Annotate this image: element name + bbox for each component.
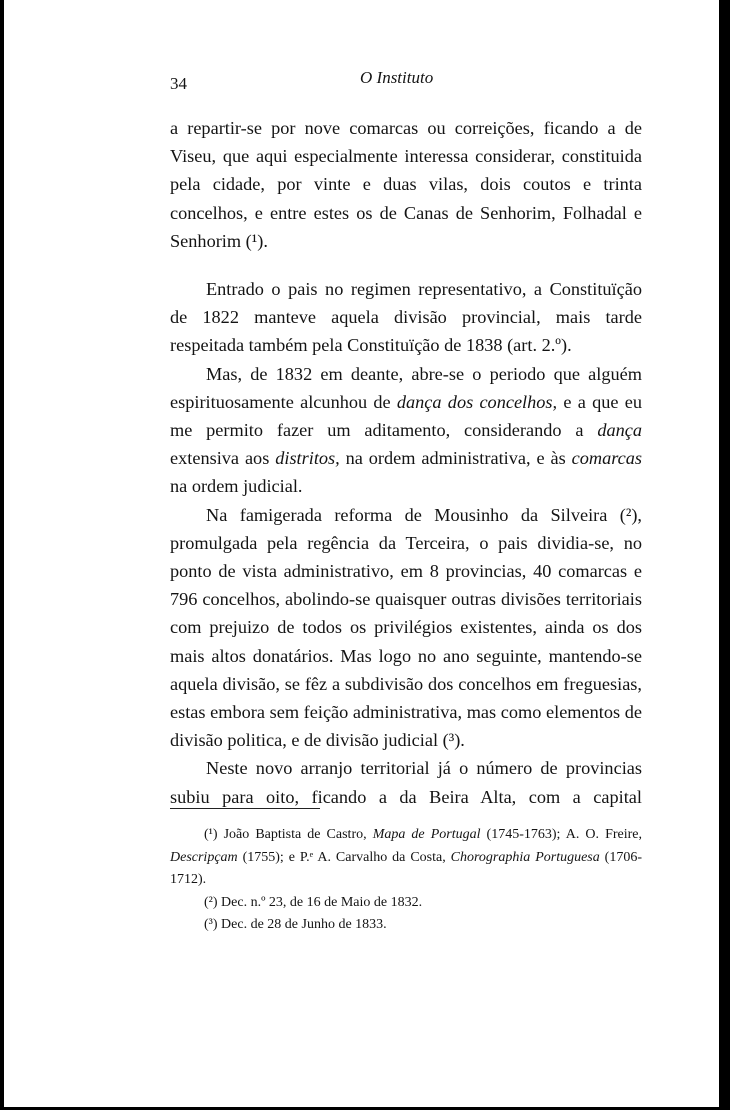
paragraph-3 xyxy=(170,360,642,501)
footnote-text: (1745-1763); A. O. Freire, xyxy=(480,827,643,842)
footnote-marker: (¹) xyxy=(204,827,218,842)
footnote-text: Dec. de 28 de Junho de 1833. xyxy=(217,917,387,932)
footnote-rule xyxy=(170,808,320,809)
paragraph-3-text: na ordem administrativa, e às xyxy=(339,448,572,469)
paragraph-2: Entrado o pais no regimen representativo, a Constituïção de 1822 manteve aquela divisão provincial, mais tarde respeitada também pela Constituïção de 1838 (art. 2.º). xyxy=(170,279,642,356)
scan-border-left xyxy=(0,0,4,1110)
footnotes xyxy=(170,824,642,937)
paragraph-3-italic: comarcas xyxy=(571,448,643,469)
running-head xyxy=(170,66,642,104)
footnote-1 xyxy=(170,824,642,892)
paragraph-3-text: Mas, de 1832 em deante, abre-se o periodo que alguém espirituosamente alcunhou de xyxy=(170,363,642,412)
scan-border-right xyxy=(719,0,730,1110)
paragraph-3-italic: dança dos concelhos, xyxy=(396,391,558,412)
footnote-title: Descripçam xyxy=(170,849,238,865)
paragraph-3-italic: distritos, xyxy=(275,448,340,469)
page-number: 34 xyxy=(170,74,187,93)
footnote-text: (1755); e P.ᵉ A. Carvalho da Costa, xyxy=(237,849,451,865)
footnote-text: João Baptista de Castro, xyxy=(217,827,373,842)
footnote-title: Mapa de Portugal xyxy=(372,827,481,842)
paragraph-4: Na famigerada reforma de Mousinho da Silveira (²), promulgada pela regência da Terceira, o pais dividia-se, no ponto de vista administrativo, em 8 provincias, 40 comarcas e 796 concelhos, abolindo-se quaisquer outras divisões territoriais com prejuizo de todos os privilégios existentes, ainda os dos mais altos donatários. Mas logo no ano seguinte, mantendo-se aquela divisão, se fêz a subdivisão dos concelhos em freguesias, estas embora sem feição administrativa, mas como elementos de divisão politica, e de divisão judicial (³). xyxy=(170,504,642,751)
text-block xyxy=(170,66,643,932)
paragraph-3-text: extensiva aos xyxy=(170,448,276,469)
footnote-marker: (³) xyxy=(204,917,218,932)
footnote-marker: (²) xyxy=(204,894,218,910)
footnote-text: (1706-1712). xyxy=(170,849,643,887)
paragraph-3-text: na ordem judicial. xyxy=(170,476,303,497)
footnote-text: Dec. n.º 23, de 16 de Maio de 1832. xyxy=(217,894,423,910)
body-text xyxy=(170,114,642,811)
running-title: O Instituto xyxy=(360,68,434,87)
paragraph-1: a repartir-se por nove comarcas ou correições, ficando a de Viseu, que aqui especialmente interessa considerar, constituida pela cidade, por vinte e duas vilas, dois coutos e trinta concelhos, e entre estes os de Canas de Senhorim, Folhadal e Senhorim (¹). xyxy=(170,118,642,251)
paragraph-3-italic: dança xyxy=(597,420,642,441)
footnote-2 xyxy=(170,892,642,915)
paragraph-3-text: e a que eu me permito fazer um aditamento, considerando a xyxy=(170,391,642,441)
paragraph-5: Neste novo arranjo territorial já o número de provincias subiu para oito, ficando a da Beira Alta, com a capital xyxy=(170,758,642,807)
footnote-title: Chorographia Portuguesa xyxy=(450,849,600,865)
footnote-3 xyxy=(170,914,642,937)
